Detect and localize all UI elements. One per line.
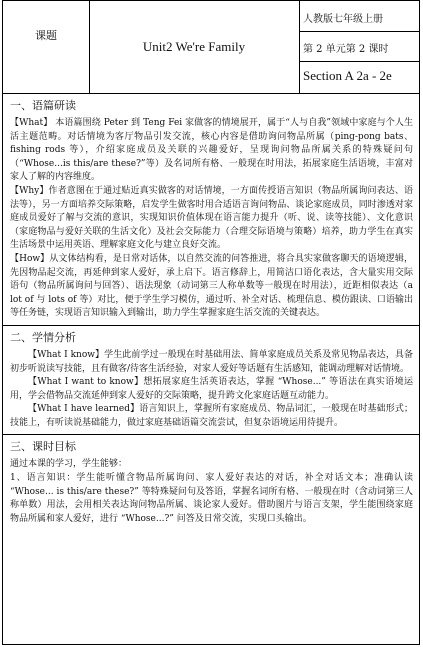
what-paragraph: 【What】 本语篇围绕 Peter 到 Teng Fei 家做客的情境展开，属于“人与自我”领域中家庭与个人生活主题范畴。对话情境为客厅物品引发交流，核心内容是借助询问物品所属（ping-pong bats、fishing rods 等），介绍家庭成员及关联的兴趣爱好，呈现询问物品所属关系的特殊疑问句（“Whose...is this/are these?”等）及名词所有格、一般现在时用法，拓展家庭生活语境，丰富对家人了解的内容维度。 — [10, 118, 413, 183]
section-info: Section A 2a - 2e — [303, 68, 392, 83]
title-cell — [89, 1, 300, 93]
lesson-plan-page — [2, 0, 420, 645]
section-divider-1 — [3, 325, 420, 326]
section-divider-2 — [3, 434, 420, 435]
info-row-2 — [299, 31, 419, 62]
lesson-content — [10, 96, 413, 526]
unit-lesson-info: 第 2 单元第 2 课时 — [303, 44, 389, 55]
what-i-learned-paragraph: 【What I have learned】语言知识上，掌握所有家庭成员、物品词汇，一般现在时基础形式；技能上，有听读说基础能力，做过家庭基础语篇交流尝试，但复杂语境运用待提升。 — [10, 404, 413, 428]
lesson-label-cell — [3, 1, 90, 93]
info-cell — [299, 1, 419, 93]
what-i-want-paragraph: 【What I want to know】想拓展家庭生活英语表达，掌握 “Whose...” 等语法在真实语境运用，学会借物品交流延伸到家人爱好的交际策略，提升跨文化家庭话题互动能力。 — [10, 377, 413, 401]
section-heading-3: 三、课时目标 — [10, 440, 76, 454]
why-paragraph: 【Why】作者意图在于通过贴近真实做客的对话情境，一方面传授语言知识（物品所属询问表达、语法等），另一方面培养交际策略，启发学生做客时用合适语言询问物品、谈论家庭成员，同时渗透对家庭成员爱好了解与交流的意识，实现知识价值体现在语言能力提升（听、说、读等技能）、文化意识（家庭物品与爱好关联的生活文化）及社会交际能力（合理交际语境与策略）培养，助力学生在真实生活场景中运用英语、理解家庭文化与建立良好交流。 — [10, 185, 413, 251]
objectives-intro: 通过本课的学习，学生能够： — [10, 459, 128, 470]
objective-item-1: 1、语言知识：学生能听懂含物品所属询问、家人爱好表达的对话，补全对话文本；准确认读 “Whose... is this/are these?” 等特殊疑问句及答语，掌握名词所有格、一般现在时（含动词第三人称单数）用法，会用相关表达询问物品所属、谈论家人爱好。借助图片与语言支架，学生能围绕家庭物品所属和家人爱好，进行 “Whose...?” 问答及日常交流，实现口头输出。 — [10, 473, 413, 524]
what-i-know-paragraph: 【What I know】学生此前学过一般现在时基础用法、简单家庭成员关系及常见物品表达，具备初步听说读写技能，且有做客/待客生活经验，对家人爱好等话题有生活感知，能调动理解对话情境。 — [10, 349, 413, 374]
info-row-1 — [299, 1, 419, 32]
info-row-3 — [299, 61, 419, 93]
how-paragraph: 【How】从文体结构看，是日常对话体，以自然交流的问答推进，将合具实家做客聊天的语境逻辑，先因物品起交流，再延伸到家人爱好，承上启下。语言修辞上，用简洁口语化表达，含大量实用交际语句（物品所属询问与回答）、语法现象（动词第三人称单数等一般现在时用法），近距相似表达（a lot of 与 lots of 等）对比，便于学生学习模仿，通过听、补全对话、梳理信息、模仿跟读、口语输出等任务链，实现语言知识输入到输出，助力学生掌握家庭生活交流的关键表达。 — [10, 253, 413, 319]
textbook-info: 人教版七年级上册 — [303, 14, 383, 25]
section-heading-2: 二、学情分析 — [10, 330, 76, 344]
lesson-label: 课题 — [35, 29, 57, 42]
section-heading-1: 一、语篇研读 — [10, 99, 76, 112]
unit-title: Unit2 We're Family — [142, 39, 246, 54]
header-table — [3, 1, 419, 94]
